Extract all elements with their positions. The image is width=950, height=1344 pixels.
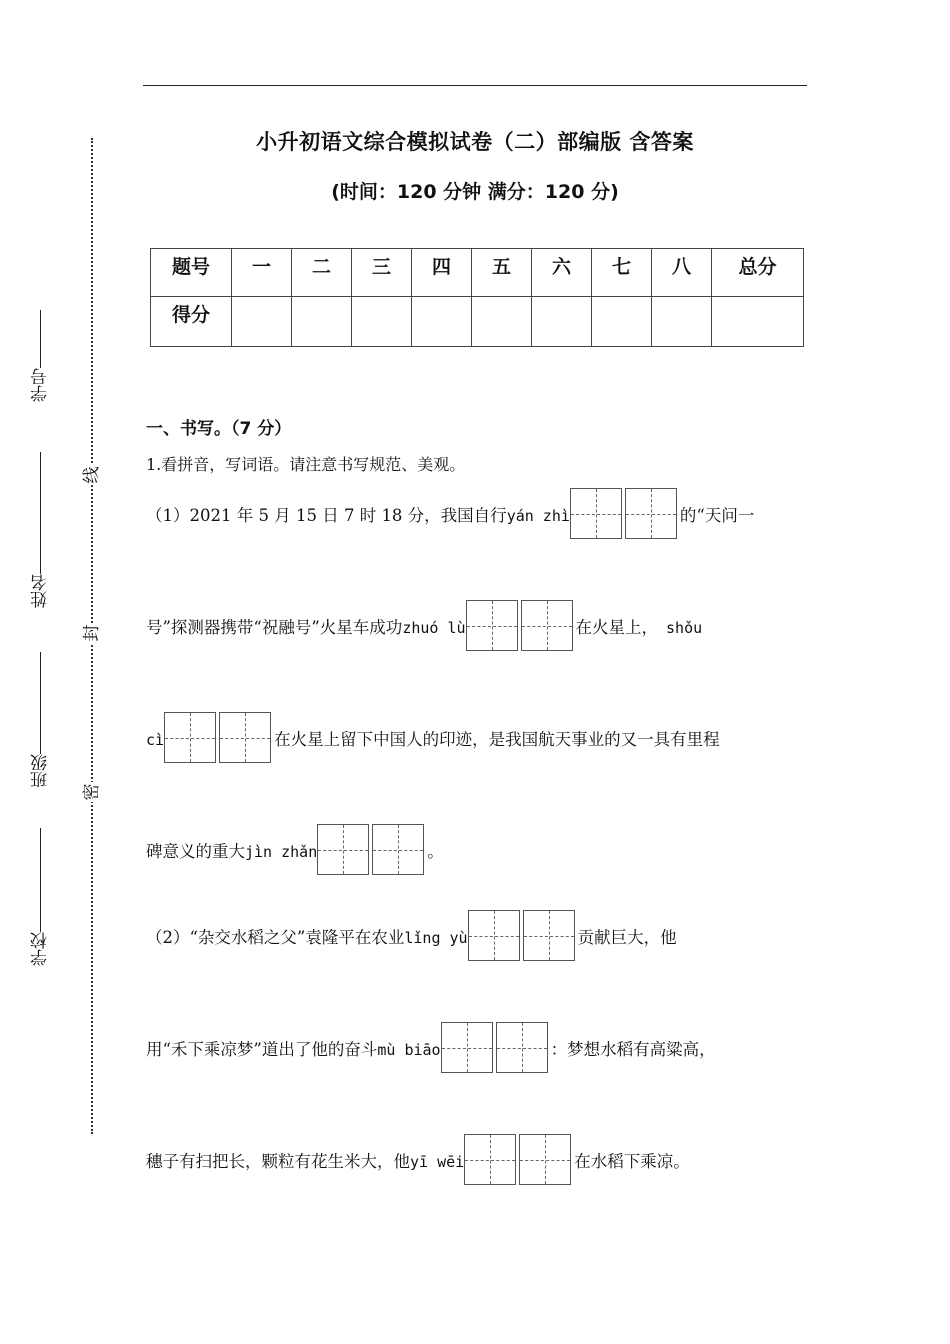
score-input-cell[interactable] [232, 297, 292, 347]
pinyin: lǐng yù [404, 929, 468, 947]
line-text: 在火星上， [575, 618, 659, 637]
writing-grid-box[interactable] [164, 712, 216, 763]
school-field[interactable] [28, 828, 53, 966]
score-table [150, 248, 804, 347]
question-line [146, 1019, 716, 1075]
pinyin: jìn zhǎn [245, 843, 318, 861]
score-input-cell[interactable] [652, 297, 712, 347]
writing-boxes[interactable] [570, 488, 680, 539]
score-table-cell: 五 [472, 249, 532, 297]
writing-grid-box[interactable] [625, 488, 677, 539]
score-input-cell[interactable] [352, 297, 412, 347]
question-line [146, 597, 702, 653]
class-field[interactable] [28, 652, 53, 788]
name-field[interactable] [28, 452, 53, 608]
writing-grid-box[interactable] [317, 824, 369, 875]
pinyin: cì [146, 731, 165, 749]
seal-char-secret: 密 [82, 783, 102, 801]
score-input-cell[interactable] [472, 297, 532, 347]
pinyin: yán zhì [506, 507, 570, 525]
writing-boxes[interactable] [464, 1134, 574, 1185]
score-table-cell: 总分 [712, 249, 804, 297]
question-line [146, 907, 677, 963]
score-table-cell: 二 [292, 249, 352, 297]
score-table-head-row [151, 249, 804, 297]
score-table-cell: 四 [412, 249, 472, 297]
line-text: 贡献巨大，他 [577, 928, 677, 947]
line-text: 在火星上留下中国人的印迹，是我国航天事业的又一具有里程 [274, 730, 720, 749]
writing-grid-box[interactable] [523, 910, 575, 961]
writing-grid-box[interactable] [441, 1022, 493, 1073]
score-label: 得分 [151, 297, 232, 347]
writing-grid-box[interactable] [219, 712, 271, 763]
score-input-cell[interactable] [292, 297, 352, 347]
student-id-label: 学号 [31, 368, 51, 402]
blank-line [40, 652, 41, 754]
page-subtitle: (时间：120 分钟 满分：120 分) [331, 181, 619, 203]
pinyin: mù biāo [377, 1041, 441, 1059]
header-rule [143, 85, 807, 86]
line-text: （1）2021 年 5 月 15 日 7 时 18 分，我国自行 [146, 506, 507, 525]
score-table-cell: 题号 [151, 249, 232, 297]
score-table-cell: 八 [652, 249, 712, 297]
pinyin: shǒu [666, 619, 703, 637]
line-text: 。 [427, 842, 444, 861]
seal-char-line: 线 [82, 466, 102, 484]
question-line [146, 709, 720, 765]
writing-boxes[interactable] [317, 824, 427, 875]
score-input-cell[interactable] [412, 297, 472, 347]
question-line [146, 1131, 690, 1187]
pinyin: yī wēi [410, 1153, 465, 1171]
line-text: 的“天问一 [679, 506, 755, 525]
score-table-cell: 七 [592, 249, 652, 297]
score-input-cell[interactable] [532, 297, 592, 347]
pinyin: zhuó lù [402, 619, 466, 637]
line-text: ：梦想水稻有高粱高， [550, 1040, 716, 1059]
line-text: 号”探测器携带“祝融号”火星车成功 [146, 618, 403, 637]
line-text: 在水稻下乘凉。 [574, 1152, 690, 1171]
name-label: 姓名 [31, 574, 51, 608]
writing-boxes[interactable] [164, 712, 274, 763]
score-table-score-row [151, 297, 804, 347]
section-heading: 一、书写。（7 分） [146, 419, 292, 439]
score-input-cell[interactable] [712, 297, 804, 347]
blank-line [40, 452, 41, 574]
score-input-cell[interactable] [592, 297, 652, 347]
writing-grid-box[interactable] [466, 600, 518, 651]
line-text: （2）“杂交水稻之父”袁隆平在农业 [146, 928, 405, 947]
score-table-cell: 一 [232, 249, 292, 297]
writing-grid-box[interactable] [464, 1134, 516, 1185]
writing-boxes[interactable] [441, 1022, 551, 1073]
writing-grid-box[interactable] [521, 600, 573, 651]
question-prompt: 1.看拼音，写词语。请注意书写规范、美观。 [146, 455, 466, 474]
seal-char-seal: 封 [82, 624, 102, 642]
line-text: 用“禾下乘凉梦”道出了他的奋斗 [146, 1040, 378, 1059]
writing-grid-box[interactable] [372, 824, 424, 875]
writing-grid-box[interactable] [468, 910, 520, 961]
writing-grid-box[interactable] [570, 488, 622, 539]
question-line [146, 821, 444, 877]
line-text: 穗子有扫把长，颗粒有花生米大，他 [146, 1152, 410, 1171]
writing-boxes[interactable] [466, 600, 576, 651]
blank-line [40, 310, 41, 368]
page-title: 小升初语文综合模拟试卷（二）部编版 含答案 [256, 130, 694, 154]
question-line [146, 485, 754, 541]
line-text: 碑意义的重大 [146, 842, 245, 861]
score-table-cell: 六 [532, 249, 592, 297]
blank-line [40, 828, 41, 932]
student-id-field[interactable] [28, 310, 53, 402]
score-table-cell: 三 [352, 249, 412, 297]
writing-boxes[interactable] [468, 910, 578, 961]
class-label: 班级 [31, 754, 51, 788]
writing-grid-box[interactable] [519, 1134, 571, 1185]
writing-grid-box[interactable] [496, 1022, 548, 1073]
school-label: 学校 [31, 932, 51, 966]
